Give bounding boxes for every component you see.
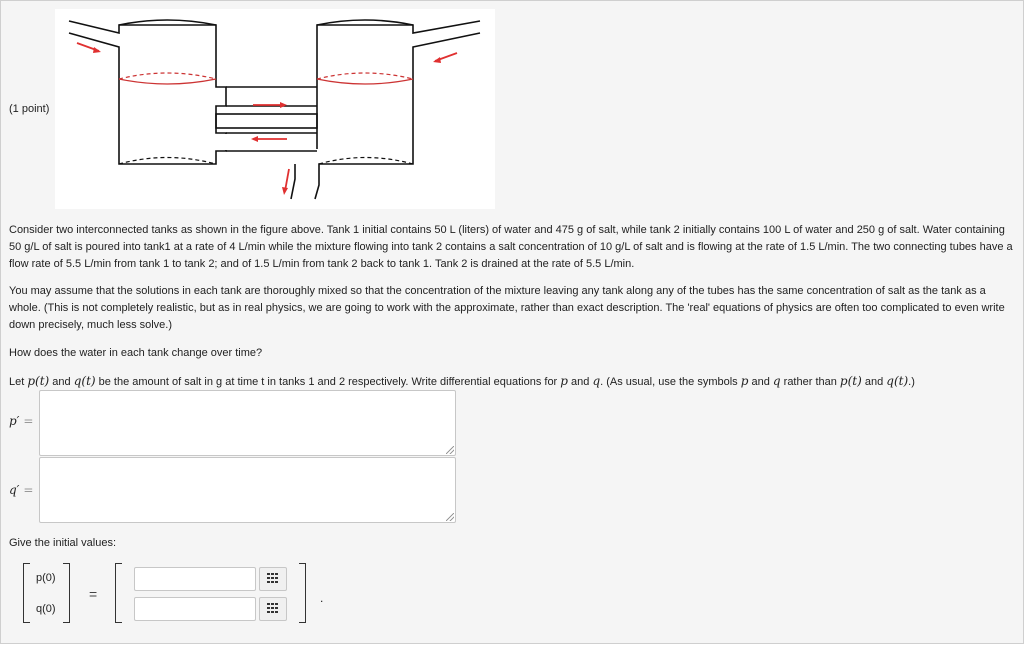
right-bracket-open	[115, 563, 122, 623]
left-bracket-close	[63, 563, 70, 623]
q-prime-label: q′ =	[9, 483, 34, 497]
resize-grip-icon[interactable]	[446, 446, 454, 454]
tank-1-water-dash	[119, 73, 216, 79]
trailing-period: .	[320, 591, 324, 605]
equals-sign: =	[89, 586, 98, 602]
tank-1-water-solid	[119, 79, 216, 84]
p0-input[interactable]	[134, 567, 256, 591]
tank-2-outline	[315, 21, 480, 199]
tank-1-bottom-dash	[119, 158, 216, 165]
connecting-tube-lower	[216, 114, 317, 128]
tank-2-water-dash	[317, 73, 413, 79]
left-bracket-open	[23, 563, 30, 623]
p-prime-label: p′ =	[9, 414, 34, 428]
resize-grip-icon[interactable]	[446, 513, 454, 521]
question-text: How does the water in each tank change over time?	[9, 347, 263, 359]
q-prime-answer-textarea[interactable]	[39, 457, 456, 523]
problem-description: Consider two interconnected tanks as shown in the figure above. Tank 1 initial contains 50 L (liters) of water and 475 g of salt, while tank 2 initially contains 100 L of water and 250 g of salt. Water containing 50 g/L of salt is poured into tank1 at a rate of 4 L/min while the mixture flowing into tank 2 contains a salt concentration of 10 g/L of salt and is flowing at the rate of 1.5 L/min. The two connecting tubes have a flow rate of 5.5 L/min from tank 1 to tank 2; and of 1.5 L/min from tank 2 back to tank 1. Tank 2 is drained at the rate of 5.5 L/min.	[9, 224, 1013, 270]
drain-left	[291, 164, 295, 199]
tank-2-water-solid	[317, 79, 413, 84]
tank-2-bottom-dash	[319, 158, 413, 165]
mixing-assumption: You may assume that the solutions in each tank are thoroughly mixed so that the concentration of the mixture leaving any tank along any of the tubes has the same concentration of salt as the tank as a whole. (This is not completely realistic, but as in real physics, we are going to work with the approximate, rather than exact description. The 'real' equations of physics are often too complicated to even write down precisely, much less solve.)	[9, 285, 1005, 331]
instructions: Let p(t) and q(t) be the amount of salt in g at time t in tanks 1 and 2 respectively. Write differential equations for p and q. (As usual, use the symbols p and q rather than p(t) and q(t).)	[9, 374, 915, 388]
q0-matrix-button[interactable]	[259, 597, 287, 621]
q0-label: q(0)	[36, 603, 56, 615]
p-prime-answer-textarea[interactable]	[39, 390, 456, 456]
points-label: (1 point)	[9, 103, 50, 115]
tank-1-outline	[69, 21, 226, 164]
tanks-diagram	[55, 9, 495, 209]
p0-matrix-button[interactable]	[259, 567, 287, 591]
p0-label: p(0)	[36, 572, 56, 584]
grid-icon	[267, 603, 279, 614]
tanks-figure	[55, 9, 495, 209]
right-bracket-close	[299, 563, 306, 623]
grid-icon	[267, 573, 279, 584]
q0-input[interactable]	[134, 597, 256, 621]
initial-values-prompt: Give the initial values:	[9, 537, 116, 549]
